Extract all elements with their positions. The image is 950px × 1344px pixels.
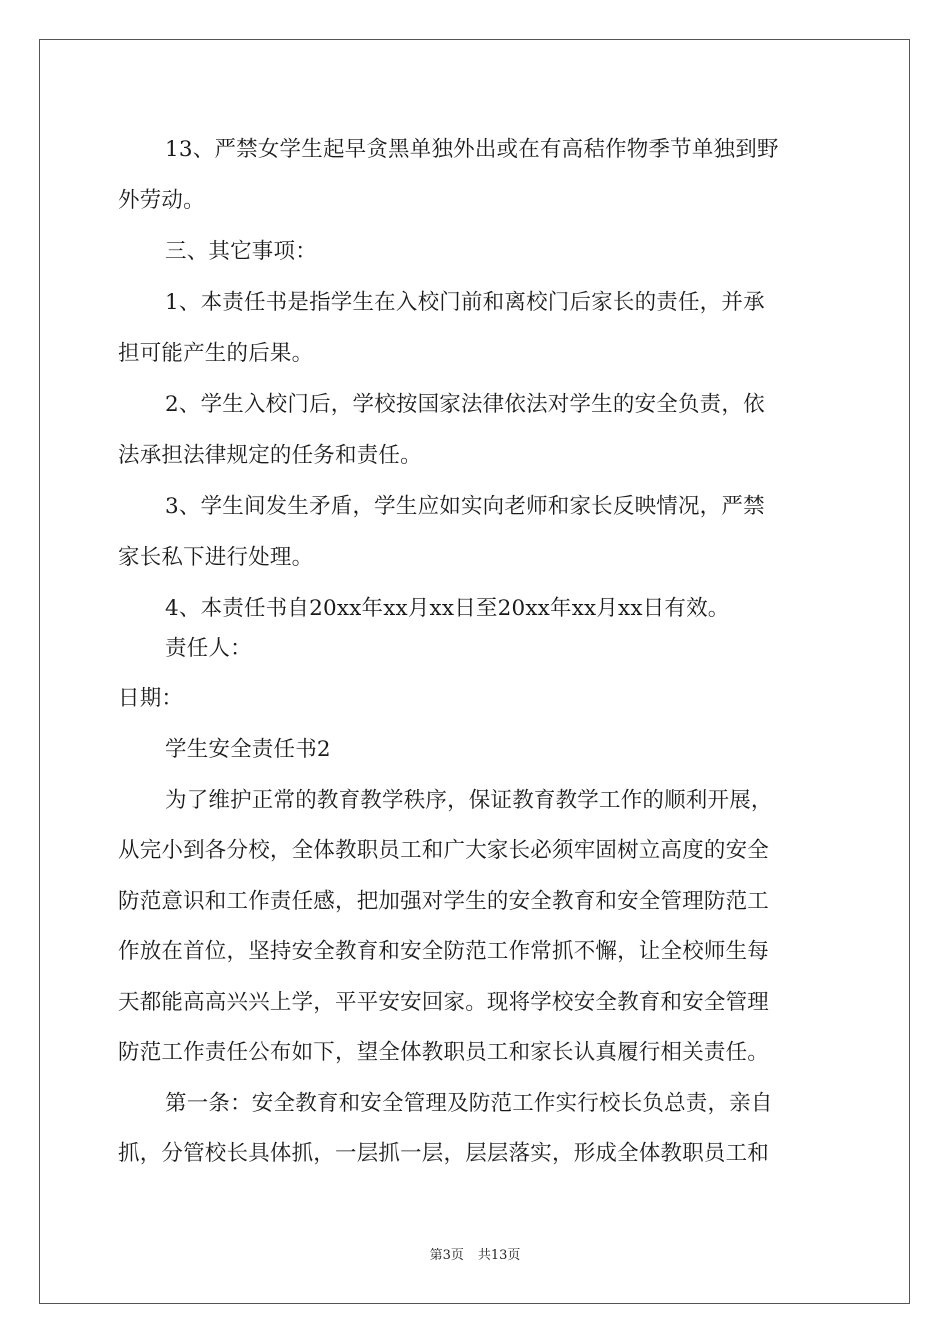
text-line: 天都能高高兴兴上学，平平安安回家。现将学校安全教育和安全管理 [118,990,770,1015]
text-line: 外劳动。 [118,188,205,213]
text-line: 4、本责任书自20xx年xx月xx日至20xx年xx月xx日有效。 [165,596,730,621]
date-label: 日期： [118,686,184,711]
text-line: 法承担法律规定的任务和责任。 [118,443,422,468]
signature-label: 责任人： [165,636,252,661]
text-line: 2、学生入校门后，学校按国家法律依法对学生的安全负责，依 [165,392,765,417]
text-line: 3、学生间发生矛盾，学生应如实向老师和家长反映情况，严禁 [165,494,765,519]
text-line: 第一条：安全教育和安全管理及防范工作实行校长负总责，亲自 [165,1091,773,1116]
section-heading: 三、其它事项： [165,239,317,264]
text-line: 防范工作责任公布如下，望全体教职员工和家长认真履行相关责任。 [118,1040,770,1065]
text-line: 13、严禁女学生起早贪黑单独外出或在有高秸作物季节单独到野 [165,137,779,162]
text-line: 抓，分管校长具体抓，一层抓一层，层层落实，形成全体教职员工和 [118,1141,770,1166]
text-line: 作放在首位，坚持安全教育和安全防范工作常抓不懈，让全校师生每 [118,939,770,964]
page-footer [0,1248,950,1264]
text-line: 从完小到各分校，全体教职员工和广大家长必须牢固树立高度的安全 [118,838,770,863]
text-line: 家长私下进行处理。 [118,545,314,570]
text-line: 防范意识和工作责任感，把加强对学生的安全教育和安全管理防范工 [118,889,770,914]
text-line: 为了维护正常的教育教学秩序，保证教育教学工作的顺利开展， [165,788,773,813]
document-title: 学生安全责任书2 [165,737,331,762]
text-line: 1、本责任书是指学生在入校门前和离校门后家长的责任，并承 [165,290,765,315]
total-pages: 共13页 [477,1248,521,1263]
text-line: 担可能产生的后果。 [118,341,314,366]
page-number: 第3页 [429,1248,464,1263]
